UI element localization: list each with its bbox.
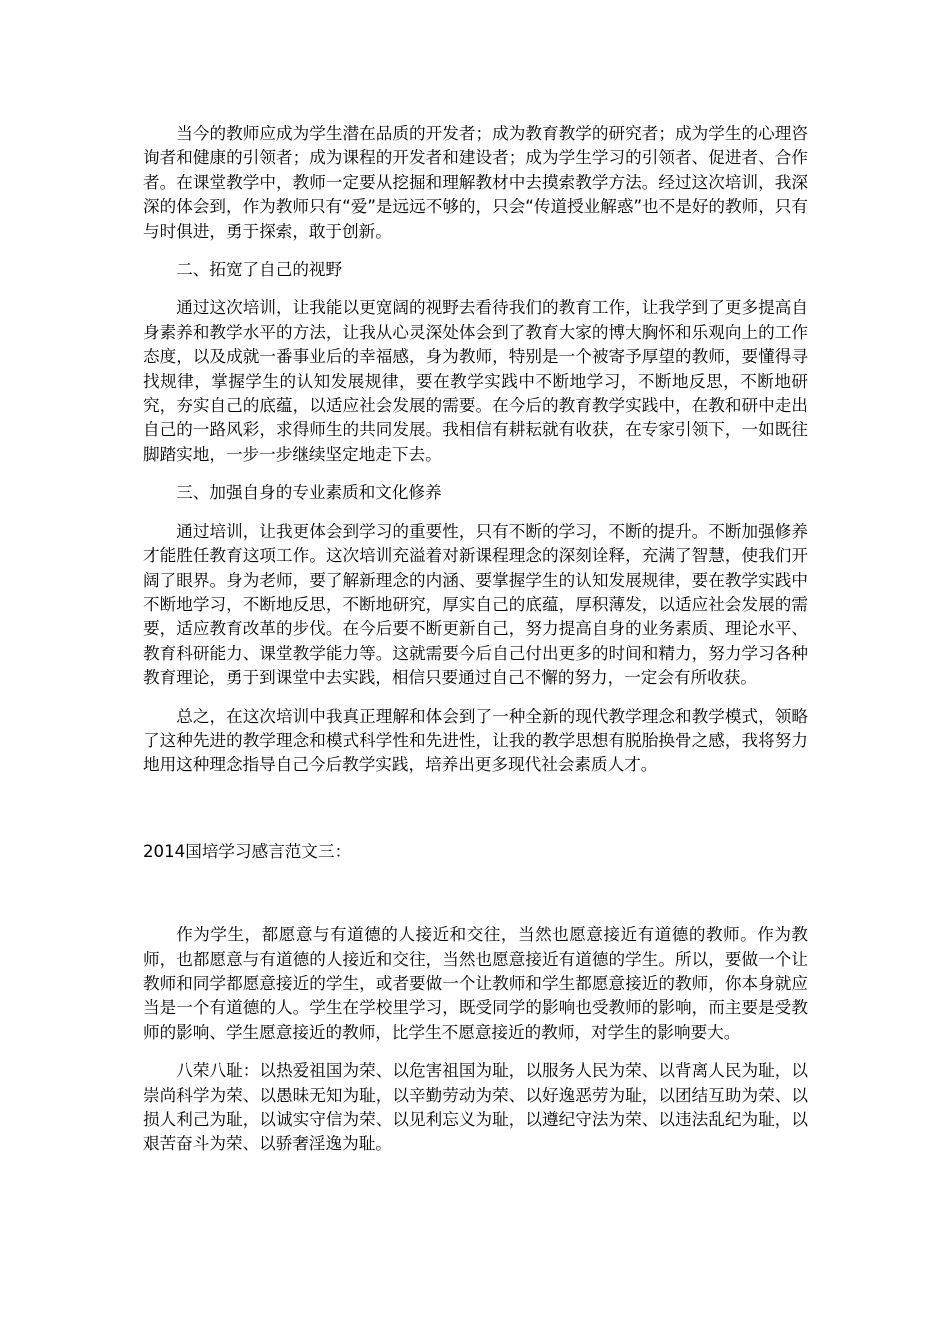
paragraph-moral-teacher: 作为学生，都愿意与有道德的人接近和交往，当然也愿意接近有道德的教师。作为教师，也都愿意与有道德的人接近和交往，当然也愿意接近有道德的学生。所以，要做一个让教师和同学都愿意接近的学生，或者要做一个让教师和学生都愿意接近的教师，你本身就应当是一个有道德的人。学生在学校里学习，既受同学的影响也受教师的影响，而主要是受教师的影响、学生愿意接近的教师，比学生不愿意接近的教师，对学生的影响要大。 [143, 925, 808, 1042]
paragraph-eight-honors: 八荣八耻：以热爱祖国为荣、以危害祖国为耻，以服务人民为荣、以背离人民为耻，以崇尚科学为荣、以愚昧无知为耻，以辛勤劳动为荣、以好逸恶劳为耻，以团结互助为荣、以损人利己为耻，以诚实守信为荣、以见利忘义为耻，以遵纪守法为荣、以违法乱纪为耻，以艰苦奋斗为荣、以骄奢淫逸为耻。 [143, 1061, 808, 1154]
section-heading-2: 二、拓宽了自己的视野 [176, 260, 343, 280]
paragraph-teacher-roles: 当今的教师应成为学生潜在品质的开发者；成为教育教学的研究者；成为学生的心理咨询者和健康的引领者；成为课程的开发者和建设者；成为学生学习的引领者、促进者、合作者。在课堂教学中，教师一定要从挖掘和理解教材中去摸索教学方法。经过这次培训，我深深的体会到，作为教师只有“爱”是远远不够的，只会“传道授业解惑”也不是好的教师，只有与时俱进，勇于探索，敢于创新。 [143, 124, 808, 241]
section-heading-3: 三、加强自身的专业素质和文化修养 [176, 483, 442, 503]
paragraph-professional-quality: 通过培训，让我更体会到学习的重要性，只有不断的学习，不断的提升。不断加强修养才能胜任教育这项工作。这次培训充溢着对新课程理念的深刻诠释，充满了智慧，使我们开阔了眼界。身为老师，要了解新理念的内涵、要掌握学生的认知发展规律，要在教学实践中不断地学习，不断地反思，不断地研究，厚实自己的底蕴，厚积薄发，以适应社会发展的需要，适应教育改革的步伐。在今后要不断更新自己，努力提高自身的业务素质、理论水平、教育科研能力、课堂教学能力等。这就需要今后自己付出更多的时间和精力，努力学习各种教育理论，勇于到课堂中去实践，相信只要通过自己不懈的努力，一定会有所收获。 [143, 521, 808, 688]
essay-three-title: 2014国培学习感言范文三： [143, 841, 352, 861]
paragraph-broaden-vision: 通过这次培训，让我能以更宽阔的视野去看待我们的教育工作，让我学到了更多提高自身素养和教学水平的方法，让我从心灵深处体会到了教育大家的博大胸怀和乐观向上的工作态度，以及成就一番事业后的幸福感，身为教师，特别是一个被寄予厚望的教师，要懂得寻找规律，掌握学生的认知发展规律，要在教学实践中不断地学习，不断地反思，不断地研究，夯实自己的底蕴，以适应社会发展的需要。在今后的教育教学实践中，在教和研中走出自己的一路风彩，求得师生的共同发展。我相信有耕耘就有收获，在专家引领下，一如既往脚踏实地，一步一步继续坚定地走下去。 [143, 298, 808, 464]
document-page [143, 122, 808, 1157]
paragraph-conclusion: 总之，在这次培训中我真正理解和体会到了一种全新的现代教学理念和教学模式，领略了这种先进的教学理念和模式科学性和先进性，让我的教学思想有脱胎换骨之感，我将努力地用这种理念指导自己今后教学实践，培养出更多现代社会素质人才。 [143, 706, 808, 775]
